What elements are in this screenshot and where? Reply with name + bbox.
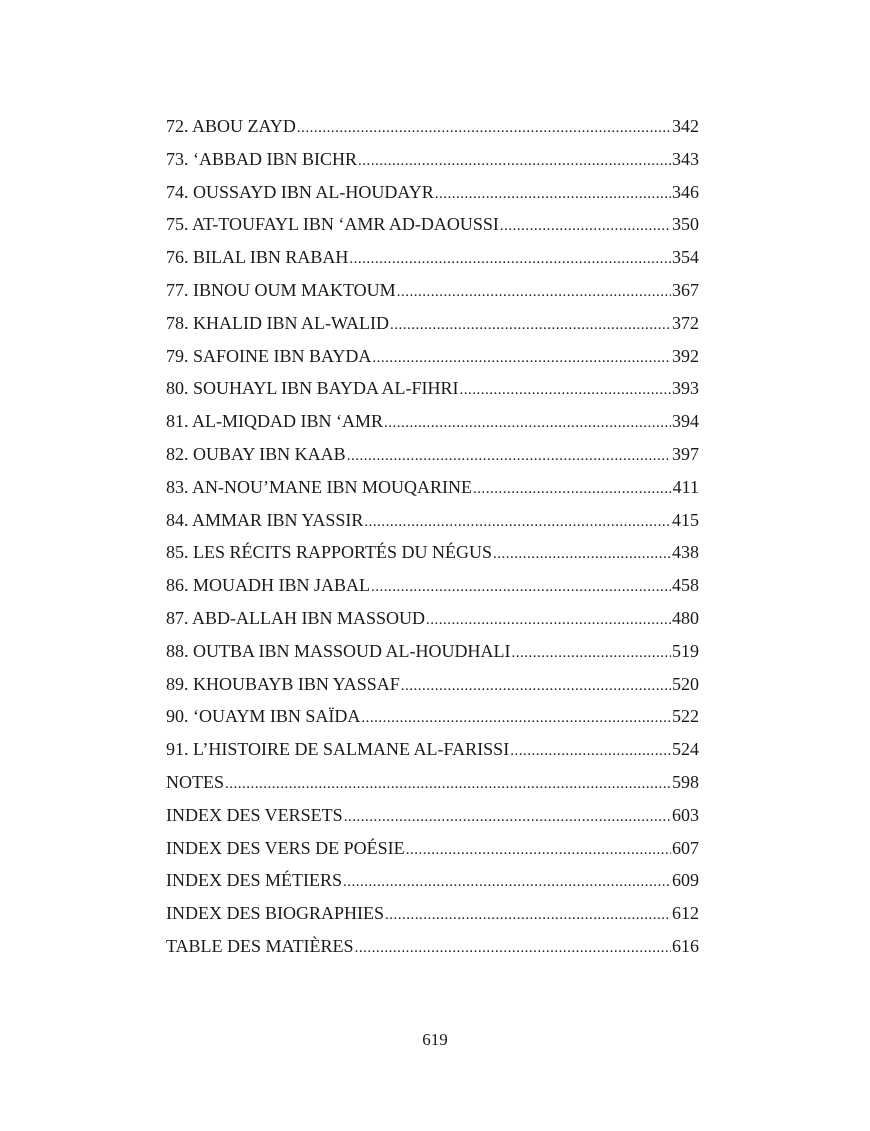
toc-entry-title: 74. OUSSAYD IBN AL-HOUDAYR <box>166 181 434 202</box>
toc-entry <box>166 766 699 799</box>
dot-leader <box>390 309 671 342</box>
toc-entry <box>166 864 699 897</box>
toc-entry-title: TABLE DES MATIÈRES <box>166 935 354 956</box>
toc-entry <box>166 930 699 963</box>
toc-entry-page: 603 <box>672 804 699 825</box>
toc-entry-title: 76. BILAL IBN RABAH <box>166 247 349 268</box>
toc-entry-title: NOTES <box>166 771 224 792</box>
toc-entry-title: 73. ‘ABBAD IBN BICHR <box>166 148 358 169</box>
toc-entry-title: 78. KHALID IBN AL-WALID <box>166 312 389 333</box>
toc-entry-page: 350 <box>672 214 699 235</box>
toc-entry <box>166 110 699 143</box>
page-number: 619 <box>422 1030 448 1049</box>
dot-leader <box>510 735 671 768</box>
toc-entry-title: 79. SAFOINE IBN BAYDA <box>166 345 372 366</box>
toc-entry-title: INDEX DES VERSETS <box>166 804 343 825</box>
toc-entry-page: 393 <box>672 378 699 399</box>
toc-entry-title: 85. LES RÉCITS RAPPORTÉS DU NÉGUS <box>166 542 492 563</box>
toc-entry-title: 82. OUBAY IBN KAAB <box>166 443 346 464</box>
toc-entry-page: 415 <box>672 509 699 530</box>
dot-leader <box>473 473 672 506</box>
dot-leader <box>364 506 671 539</box>
toc-entry-title: INDEX DES VERS DE POÉSIE <box>166 837 405 858</box>
dot-leader <box>385 899 671 932</box>
dot-leader <box>371 571 671 604</box>
toc-entry <box>166 405 699 438</box>
dot-leader <box>460 374 671 407</box>
toc-entry <box>166 635 699 668</box>
toc-entry-title: 87. ABD-ALLAH IBN MASSOUD <box>166 607 426 628</box>
toc-entry <box>166 668 699 701</box>
dot-leader <box>372 342 671 375</box>
toc-entry-page: 411 <box>672 476 699 497</box>
toc-entry-page: 397 <box>672 443 699 464</box>
table-of-contents <box>166 110 699 963</box>
toc-entry-title: 90. ‘OUAYM IBN SAÏDA <box>166 706 361 727</box>
dot-leader <box>355 932 671 965</box>
toc-entry-page: 367 <box>672 279 699 300</box>
toc-entry-page: 480 <box>672 607 699 628</box>
toc-entry <box>166 897 699 930</box>
toc-entry <box>166 241 699 274</box>
dot-leader <box>397 276 671 309</box>
toc-entry-page: 612 <box>672 903 699 924</box>
toc-entry <box>166 700 699 733</box>
toc-entry-title: 75. AT-TOUFAYL IBN ‘AMR AD-DAOUSSI <box>166 214 499 235</box>
dot-leader <box>426 604 671 637</box>
toc-entry-page: 609 <box>672 870 699 891</box>
toc-entry <box>166 274 699 307</box>
toc-entry-page: 524 <box>672 739 699 760</box>
toc-entry-title: INDEX DES MÉTIERS <box>166 870 342 891</box>
toc-entry-page: 343 <box>672 148 699 169</box>
toc-entry <box>166 536 699 569</box>
toc-entry-page: 394 <box>672 411 699 432</box>
toc-entry <box>166 832 699 865</box>
dot-leader <box>406 834 671 867</box>
toc-entry-page: 598 <box>672 771 699 792</box>
toc-entry-page: 342 <box>672 116 699 136</box>
toc-entry-page: 458 <box>672 575 699 596</box>
dot-leader <box>347 440 671 473</box>
dot-leader <box>512 637 671 670</box>
dot-leader <box>384 407 671 440</box>
toc-entry <box>166 504 699 537</box>
toc-entry-title: 88. OUTBA IBN MASSOUD AL-HOUDHALI <box>166 640 511 661</box>
toc-entry-title: 72. ABOU ZAYD <box>166 116 296 136</box>
toc-entry-title: 81. AL-MIQDAD IBN ‘AMR <box>166 411 383 432</box>
dot-leader <box>401 670 671 703</box>
toc-entry <box>166 799 699 832</box>
toc-entry <box>166 143 699 176</box>
toc-entry-page: 519 <box>672 640 699 661</box>
toc-entry <box>166 176 699 209</box>
toc-entry-title: 86. MOUADH IBN JABAL <box>166 575 371 596</box>
toc-entry <box>166 569 699 602</box>
toc-entry <box>166 471 699 504</box>
toc-entry <box>166 372 699 405</box>
toc-entry-title: 89. KHOUBAYB IBN YASSAF <box>166 673 400 694</box>
toc-entry-page: 520 <box>672 673 699 694</box>
dot-leader <box>225 768 671 801</box>
dot-leader <box>361 702 671 735</box>
toc-entry-page: 522 <box>672 706 699 727</box>
toc-entry-title: 77. IBNOU OUM MAKTOUM <box>166 279 396 300</box>
toc-entry-page: 438 <box>672 542 699 563</box>
toc-entry-page: 372 <box>672 312 699 333</box>
dot-leader <box>435 178 671 211</box>
toc-entry-title: 80. SOUHAYL IBN BAYDA AL-FIHRI <box>166 378 459 399</box>
toc-entry <box>166 602 699 635</box>
toc-entry-page: 354 <box>672 247 699 268</box>
dot-leader <box>358 145 671 178</box>
toc-entry-title: 83. AN-NOU’MANE IBN MOUQARINE <box>166 476 472 497</box>
dot-leader <box>344 801 671 834</box>
toc-entry-page: 607 <box>672 837 699 858</box>
toc-entry <box>166 733 699 766</box>
toc-entry-title: INDEX DES BIOGRAPHIES <box>166 903 385 924</box>
toc-entry <box>166 438 699 471</box>
dot-leader <box>493 538 671 571</box>
toc-entry <box>166 307 699 340</box>
toc-entry-page: 346 <box>672 181 699 202</box>
toc-entry-title: 91. L’HISTOIRE DE SALMANE AL-FARISSI <box>166 739 510 760</box>
dot-leader <box>500 210 671 243</box>
toc-entry <box>166 340 699 373</box>
toc-entry-title: 84. AMMAR IBN YASSIR <box>166 509 364 530</box>
toc-entry-page: 392 <box>672 345 699 366</box>
toc-entry-page: 616 <box>672 935 699 956</box>
dot-leader <box>297 112 671 145</box>
dot-leader <box>349 243 671 276</box>
toc-entry <box>166 208 699 241</box>
dot-leader <box>343 866 671 899</box>
